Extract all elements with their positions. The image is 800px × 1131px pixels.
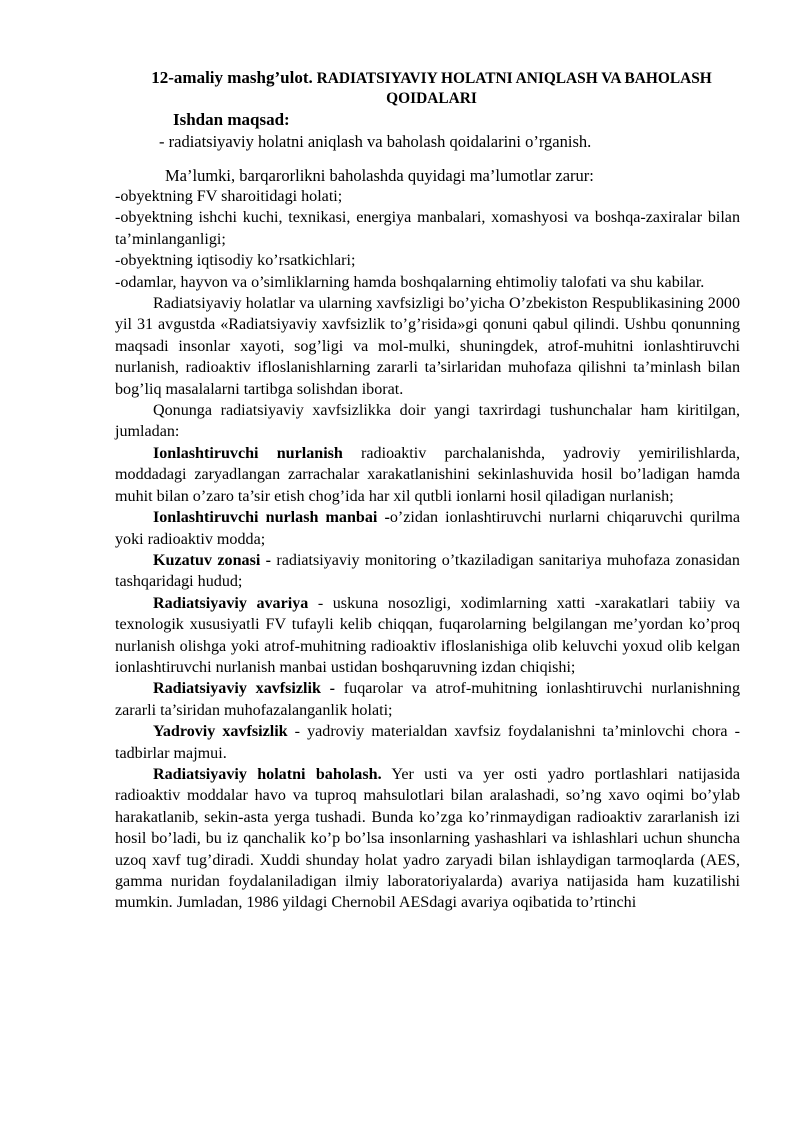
definition-radiation-source	[115, 507, 740, 550]
title-lead: 12-amaliy mashg’ulot.	[151, 68, 313, 87]
definition-text: - uskuna nosozligi, xodimlarning xatti -xarakatlari tabiiy va texnologik xususiyatli FV tufayli kelib chiqqan, fuqarolarning belgilangan me’yordan ko’proq nurlanish olishga yoki atrof-muhitning radioaktiv ifloslanishiga olib keluvchi yoxud olib kelgan ionlashtiruvchi nurlanish manbai ustidan boshqaruvning izdan chiqishi;	[115, 594, 740, 676]
section-text: Yer usti va yer osti yadro portlashlari natijasida radioaktiv moddalar havo va tuproq mahsulotlari bilan aralashadi, so’ng xavo oqimi bo’ylab harakatlanib, sekin-asta yerga tushadi. Bunda ko’zga ko’rinmaydigan radioaktiv zararlanish izi hosil bo’ladi, bu iz qanchalik ko’p bo’lsa insonlarning yashashlari va ishlashlari uchun shuncha uzoq xavf tug’diradi. Xuddi shunday holat yadro zaryadi bilan ishlaydigan tarmoqlarda (AES, gamma nuridan foydalaniladigan ilmiy laboratoriyalarda) avariya natijasida ham kuzatilishi mumkin. Jumladan, 1986 yildagi Chernobil AESdagi avariya oqibatida to’rtinchi	[115, 765, 740, 912]
list-item: -obyektning FV sharoitidagi holati;	[115, 188, 343, 205]
definition-radiation-safety	[115, 678, 740, 721]
definition-radiation-accident	[115, 593, 740, 679]
definition-observation-zone	[115, 550, 740, 593]
section-heading: Radiatsiyaviy holatni baholash.	[153, 765, 382, 783]
definition-term: Ionlashtiruvchi nurlanish	[153, 444, 343, 462]
list-item: -obyektning ishchi kuchi, texnikasi, energiya manbalari, xomashyosi va boshqa-zaxiralar bilan ta’minlanganligi;	[115, 209, 740, 248]
terms-paragraph: Qonunga radiatsiyaviy xavfsizlikka doir yangi taxrirdagi tushunchalar ham kiritilgan, jumladan:	[115, 402, 740, 441]
definition-ionizing-radiation	[115, 443, 740, 507]
aim-text: - radiatsiyaviy holatni aniqlash va baholash qoidalarini o’rganish.	[159, 132, 592, 151]
definition-term: Radiatsiyaviy avariya	[153, 594, 309, 612]
definition-text: fuqarolar va atrof-muhitning ionlashtiruvchi nurlanishning zararli ta’siridan muhofazalanganlik holati;	[115, 680, 740, 719]
definition-term: Ionlashtiruvchi nurlash manbai -	[153, 509, 390, 527]
definition-text: o’zidan ionlashtiruvchi nurlarni chiqaruvchi qurilma yoki radioaktiv modda;	[115, 509, 740, 548]
definition-text: radioaktiv parchalanishda, yadroviy yemirilishlarda, moddadagi zaryadlangan zarrachalar xarakatlanishini sekinlashuvida hosil bo’ladigan hamda muhit bilan o’zaro ta’sir etish chog’ida har xil qutbli ionlarni hosil qiladigan nurlanish;	[115, 444, 740, 505]
definition-term: Radiatsiyaviy xavfsizlik -	[153, 680, 336, 698]
intro-text: Ma’lumki, barqarorlikni baholashda quyidagi ma’lumotlar zarur:	[165, 166, 594, 185]
page-title	[123, 68, 740, 109]
list-item: -obyektning iqtisodiy ko’rsatkichlari;	[115, 252, 356, 270]
list-item: -odamlar, hayvon va o’simliklarning hamda boshqalarning ehtimoliy talofati va shu kabilar.	[115, 273, 705, 291]
title-text: RADIATSIYAVIY HOLATNI ANIQLASH VA BAHOLASH QOIDALARI	[316, 70, 712, 107]
law-paragraph: Radiatsiyaviy holatlar va ularning xavfsizligi bo’yicha O’zbekiston Respublikasining 2000 yil 31 avgustda «Radiatsiyaviy xavfsizlik to’g’risida»gi qonuni qabul qilindi. Ushbu qonunning maqsadi insonlar xayoti, sog’ligi va mol-mulki, shuningdek, atrof-muhitni ionlashtiruvchi nurlanish, radioaktiv ifloslanishlarning zararli ta’sirlaridan muhofaza qilishni ta’minlash bilan bog’liq masalalarni tartibga solishdan iborat.	[115, 295, 740, 398]
definition-text: radiatsiyaviy monitoring o’tkaziladigan sanitariya muhofaza zonasidan tashqaridagi hudud;	[115, 551, 740, 591]
definition-term: Kuzatuv zonasi -	[153, 551, 272, 569]
definition-nuclear-safety	[115, 721, 740, 764]
definition-term: Yadroviy xavfsizlik	[153, 723, 288, 741]
definition-text: - yadroviy materialdan xavfsiz foydalanishni ta’minlovchi chora -tadbirlar majmui.	[115, 723, 740, 762]
aim-heading: Ishdan maqsad:	[173, 110, 290, 129]
section-radiation-assessment	[115, 764, 740, 914]
